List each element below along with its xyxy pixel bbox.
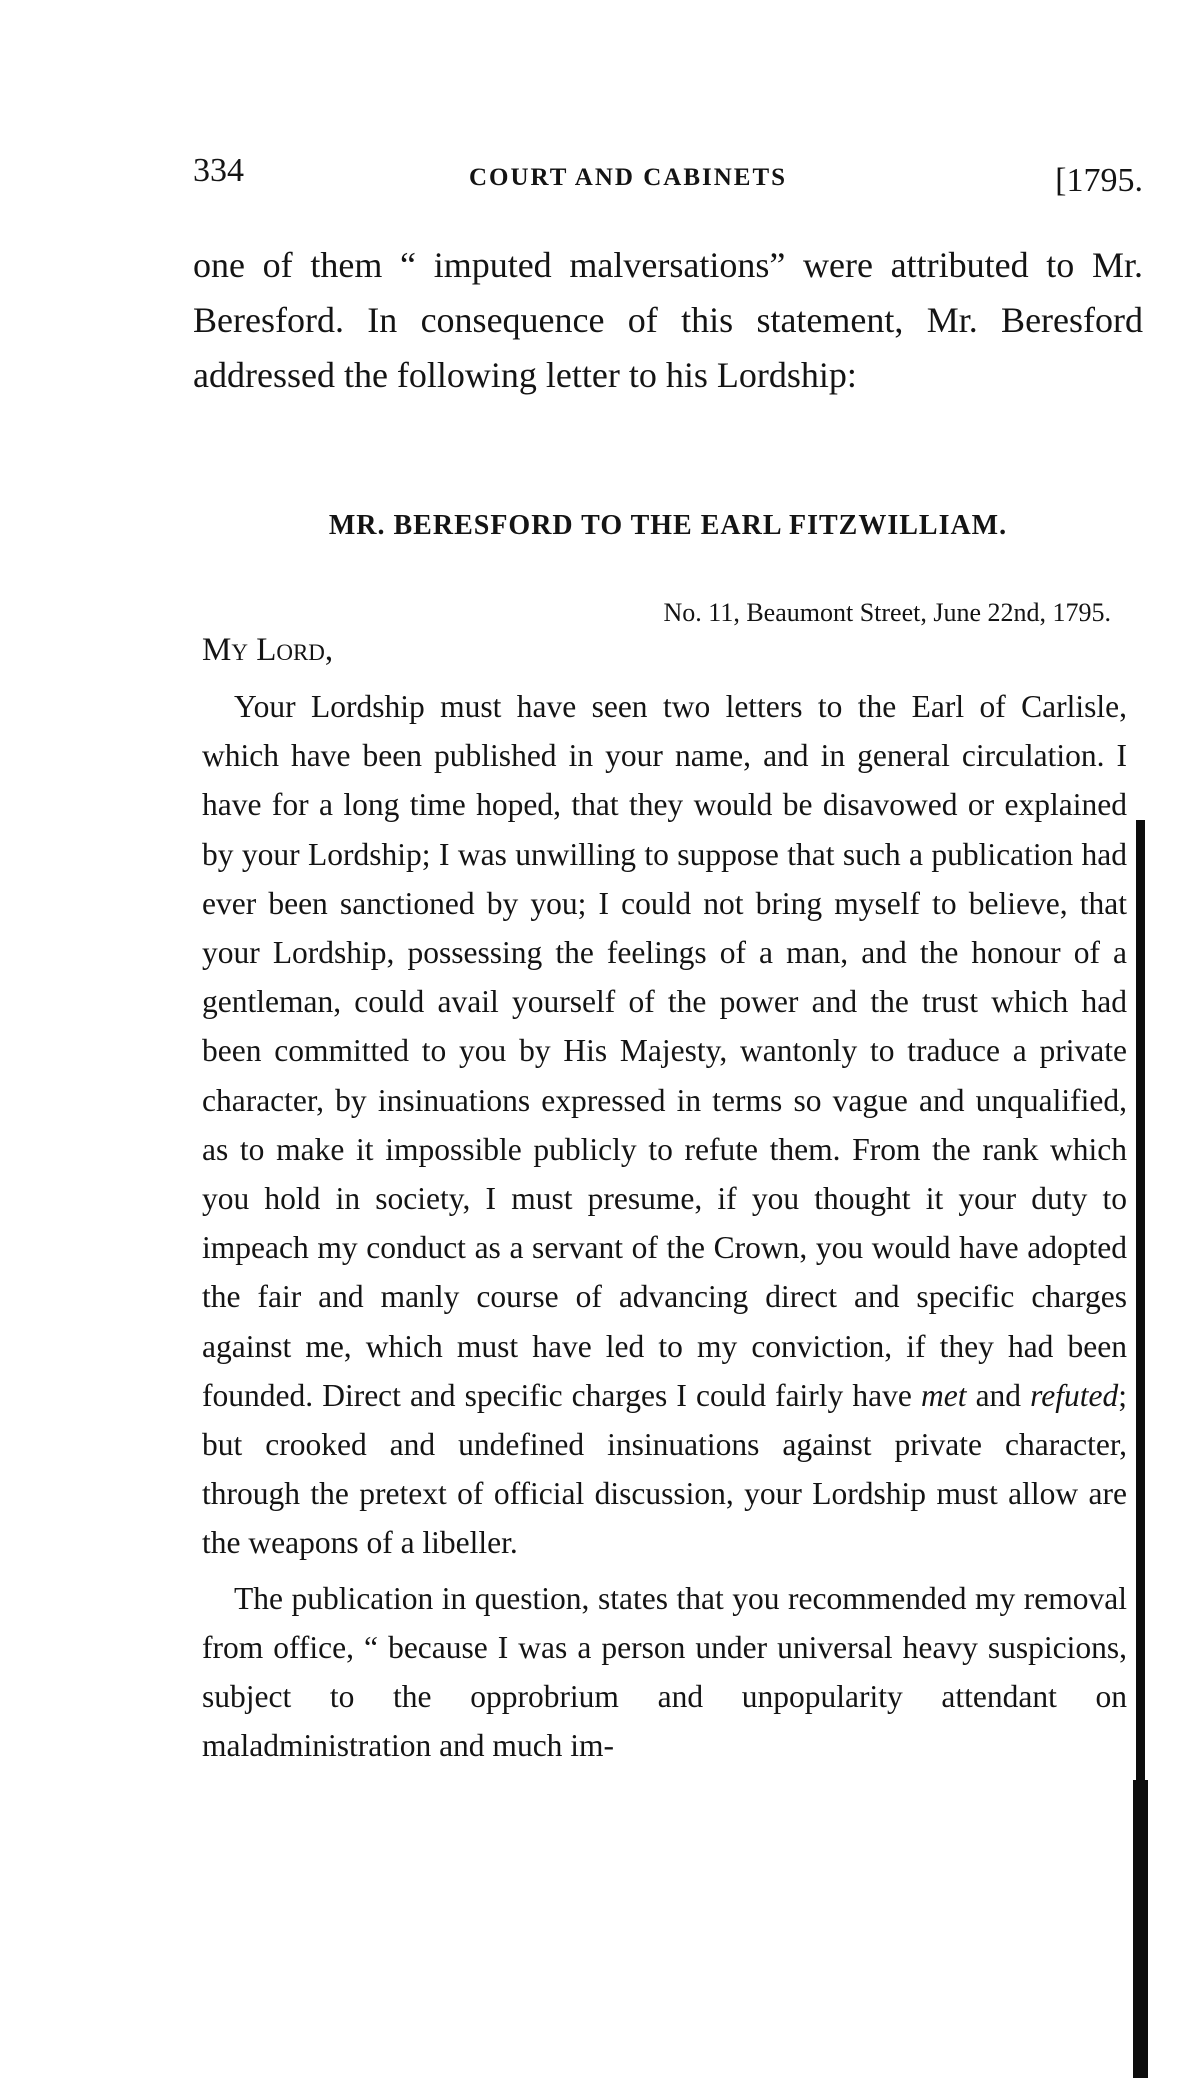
header-year: [1795.: [1055, 162, 1143, 199]
intro-paragraph: one of them “ imputed malversations” were attributed to Mr. Beresford. In consequence of this statement, Mr. Beresford addressed the following letter to his Lordship:: [193, 245, 1143, 395]
paragraph-1-text-b: and: [966, 1377, 1031, 1413]
paragraph-1-text-a: Your Lordship must have seen two letters to the Earl of Carlisle, which have been published in your name, and in general circulation. I have for a long time hoped, that they would be disavowed or explained by your Lordship; I was unwilling to suppose that such a publication had ever been sanctioned by you; I could not bring myself to believe, that your Lordship, possessing the feelings of a man, and the honour of a gentleman, could avail yourself of the power and the trust which had been committed to you by His Majesty, wantonly to traduce a private character, by insinuations expressed in terms so vague and unqualified, as to make it impossible publicly to refute them. From the rank which you hold in society, I must presume, if you thought it your duty to impeach my conduct as a servant of the Crown, you would have adopted the fair and manly course of advancing direct and specific charges against me, which must have led to my conviction, if they had been founded. Direct and specific charges I could fairly have: [202, 689, 1127, 1413]
page-number: 334: [193, 152, 244, 189]
paragraph-1-italic-refuted: refuted: [1030, 1377, 1119, 1413]
paragraph-1-text-c: ; but crooked and undefined insinuations against private character, through the pretext of official discussion, your Lordship must allow are the weapons of a libeller.: [202, 1377, 1127, 1561]
running-title: COURT AND CABINETS: [468, 164, 788, 191]
letter-salutation: My Lord,: [202, 632, 334, 668]
letter-dateline: No. 11, Beaumont Street, June 22nd, 1795.: [663, 598, 1111, 627]
page-header: [193, 152, 1143, 202]
letter-body: [202, 682, 1127, 1770]
letter-paragraph-1: [202, 682, 1127, 1568]
letter-heading: MR. BERESFORD TO THE EARL FITZWILLIAM.: [328, 510, 1008, 541]
paragraph-1-italic-met: met: [920, 1377, 967, 1413]
scan-margin-shadow-lower: [1133, 1780, 1148, 2078]
letter-paragraph-2: The publication in question, states that you recommended my removal from office, “ because I was a person under universal heavy suspicions, subject to the opprobrium and unpopularity attendant on maladministration and much im-: [202, 1580, 1127, 1764]
